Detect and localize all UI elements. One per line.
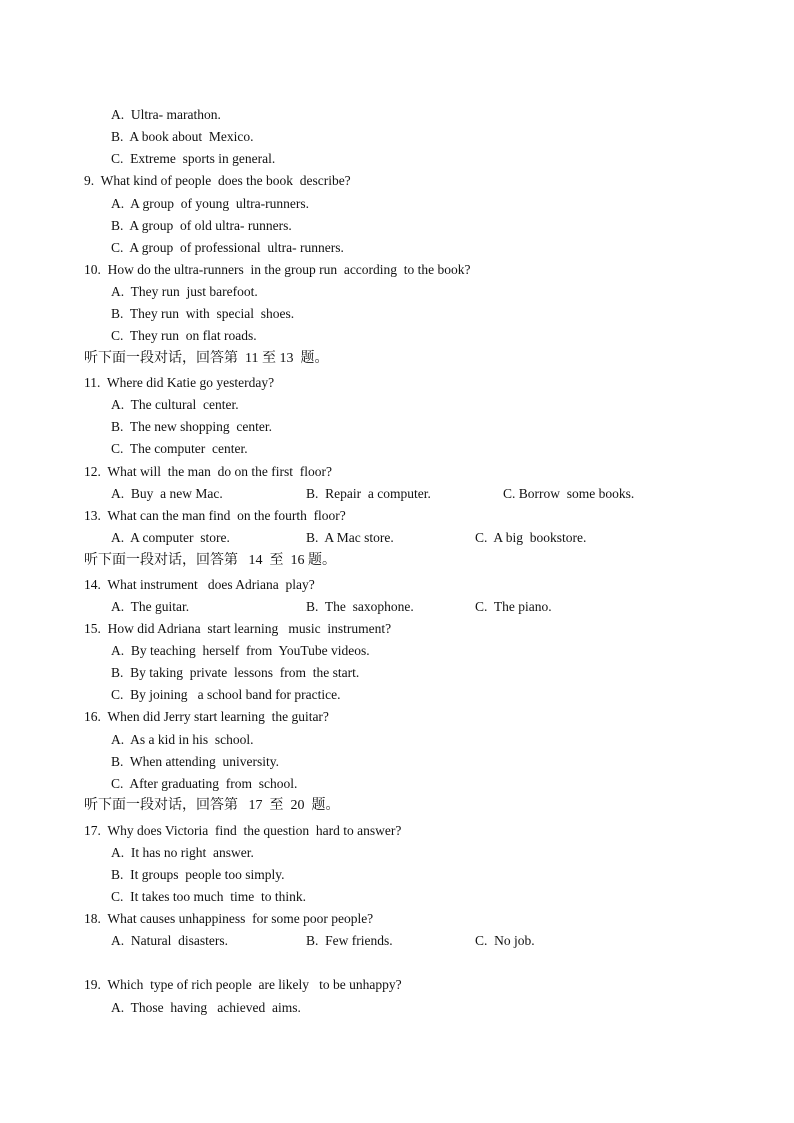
q9-option-c: C. A group of professional ultra- runners. [111, 240, 344, 255]
question-12: 12. What will the man do on the first floor? [84, 464, 332, 479]
question-10: 10. How do the ultra-runners in the group run according to the book? [84, 262, 471, 277]
q16-option-c: C. After graduating from school. [111, 776, 298, 791]
q14-option-b: B. The saxophone. [306, 599, 414, 614]
q12-option-b: B. Repair a computer. [306, 486, 431, 501]
question-15: 15. How did Adriana start learning music instrument? [84, 621, 392, 636]
question-14: 14. What instrument does Adriana play? [84, 577, 315, 592]
q8-option-b: B. A book about Mexico. [111, 129, 254, 144]
q15-option-c: C. By joining a school band for practice. [111, 687, 341, 702]
question-9: 9. What kind of people does the book describe? [84, 173, 351, 188]
q17-option-a: A. It has no right answer. [111, 845, 254, 860]
q18-option-c: C. No job. [475, 933, 535, 948]
q14-option-a: A. The guitar. [111, 599, 190, 614]
q18-option-b: B. Few friends. [306, 933, 393, 948]
q8-option-c: C. Extreme sports in general. [111, 151, 276, 166]
q16-option-b: B. When attending university. [111, 754, 279, 769]
q13-option-c: C. A big bookstore. [475, 530, 587, 545]
q15-option-b: B. By taking private lessons from the start. [111, 665, 360, 680]
section-heading-11-13: 听下面一段对话，回答第 11 至 13 题。 [84, 351, 329, 366]
question-19: 19. Which type of rich people are likely to be unhappy? [84, 977, 402, 992]
q8-option-a: A. Ultra- marathon. [111, 107, 221, 122]
question-11: 11. Where did Katie go yesterday? [84, 375, 275, 390]
question-16: 16. When did Jerry start learning the guitar? [84, 709, 329, 724]
q9-option-b: B. A group of old ultra- runners. [111, 218, 292, 233]
q10-option-c: C. They run on flat roads. [111, 328, 257, 343]
q15-option-a: A. By teaching herself from YouTube videos. [111, 643, 370, 658]
question-17: 17. Why does Victoria find the question hard to answer? [84, 823, 402, 838]
q12-option-a: A. Buy a new Mac. [111, 486, 223, 501]
q9-option-a: A. A group of young ultra-runners. [111, 196, 309, 211]
q13-option-a: A. A computer store. [111, 530, 230, 545]
q10-option-b: B. They run with special shoes. [111, 306, 295, 321]
q10-option-a: A. They run just barefoot. [111, 284, 258, 299]
q14-option-c: C. The piano. [475, 599, 552, 614]
q11-option-a: A. The cultural center. [111, 397, 239, 412]
section-heading-14-16: 听下面一段对话，回答第 14 至 16 题。 [84, 553, 336, 568]
q11-option-b: B. The new shopping center. [111, 419, 272, 434]
q17-option-b: B. It groups people too simply. [111, 867, 285, 882]
q18-option-a: A. Natural disasters. [111, 933, 228, 948]
q16-option-a: A. As a kid in his school. [111, 732, 254, 747]
question-13: 13. What can the man find on the fourth floor? [84, 508, 346, 523]
q13-option-b: B. A Mac store. [306, 530, 394, 545]
q17-option-c: C. It takes too much time to think. [111, 889, 306, 904]
question-18: 18. What causes unhappiness for some poor people? [84, 911, 374, 926]
q19-option-a: A. Those having achieved aims. [111, 1000, 301, 1015]
section-heading-17-20: 听下面一段对话，回答第 17 至 20 题。 [84, 798, 340, 813]
q12-option-c: C. Borrow some books. [503, 486, 635, 501]
q11-option-c: C. The computer center. [111, 441, 248, 456]
